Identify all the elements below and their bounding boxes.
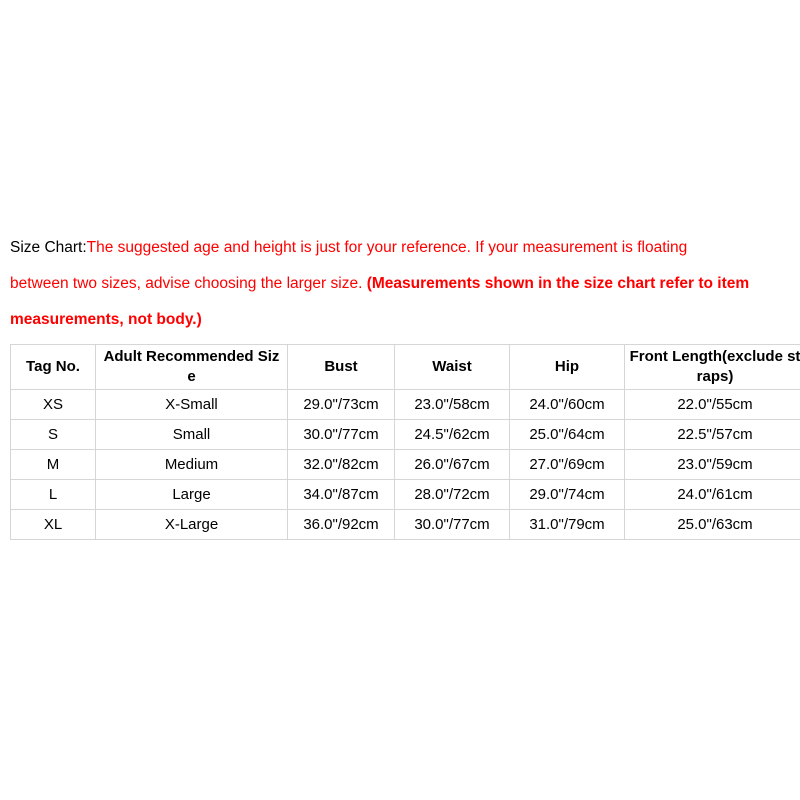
front-length-cell: 22.0"/55cm: [625, 390, 800, 420]
measurement-disclaimer: (Measurements shown in the size chart refer to item measurements, not body.): [10, 275, 750, 328]
bust-cell: 30.0"/77cm: [288, 420, 395, 450]
recommended-size-cell: X-Small: [96, 390, 288, 420]
bust-cell: 36.0"/92cm: [288, 510, 395, 540]
tag-no-cell: L: [11, 480, 96, 510]
hip-cell: 31.0"/79cm: [510, 510, 625, 540]
tag-no-cell: M: [11, 450, 96, 480]
waist-cell: 23.0"/58cm: [395, 390, 510, 420]
waist-cell: 26.0"/67cm: [395, 450, 510, 480]
waist-cell: 24.5"/62cm: [395, 420, 510, 450]
table-row: [11, 390, 800, 420]
header-front-length: Front Length(exclude straps): [625, 345, 800, 390]
recommended-size-cell: Small: [96, 420, 288, 450]
hip-cell: 25.0"/64cm: [510, 420, 625, 450]
front-length-cell: 22.5"/57cm: [625, 420, 800, 450]
tag-no-cell: XS: [11, 390, 96, 420]
table-row: [11, 450, 800, 480]
front-length-cell: 24.0"/61cm: [625, 480, 800, 510]
waist-cell: 28.0"/72cm: [395, 480, 510, 510]
recommended-size-cell: Medium: [96, 450, 288, 480]
size-advice-note: The suggested age and height is just for your reference. If your measurement is floating between two sizes, advise choosing the larger size.: [10, 239, 688, 292]
table-row: [11, 420, 800, 450]
header-waist: Waist: [395, 345, 510, 390]
tag-no-cell: XL: [11, 510, 96, 540]
header-bust: Bust: [288, 345, 395, 390]
bust-cell: 32.0"/82cm: [288, 450, 395, 480]
header-hip: Hip: [510, 345, 625, 390]
header-recommended-size: Adult Recommended Size: [96, 345, 288, 390]
table-header-row: [11, 345, 800, 390]
hip-cell: 24.0"/60cm: [510, 390, 625, 420]
front-length-cell: 23.0"/59cm: [625, 450, 800, 480]
recommended-size-cell: Large: [96, 480, 288, 510]
size-chart-intro: [10, 230, 750, 338]
header-tag-no: Tag No.: [11, 345, 96, 390]
hip-cell: 27.0"/69cm: [510, 450, 625, 480]
size-table: [10, 344, 800, 540]
table-row: [11, 510, 800, 540]
bust-cell: 29.0"/73cm: [288, 390, 395, 420]
size-chart-label: Size Chart:: [10, 239, 87, 256]
tag-no-cell: S: [11, 420, 96, 450]
recommended-size-cell: X-Large: [96, 510, 288, 540]
bust-cell: 34.0"/87cm: [288, 480, 395, 510]
hip-cell: 29.0"/74cm: [510, 480, 625, 510]
front-length-cell: 25.0"/63cm: [625, 510, 800, 540]
waist-cell: 30.0"/77cm: [395, 510, 510, 540]
table-row: [11, 480, 800, 510]
